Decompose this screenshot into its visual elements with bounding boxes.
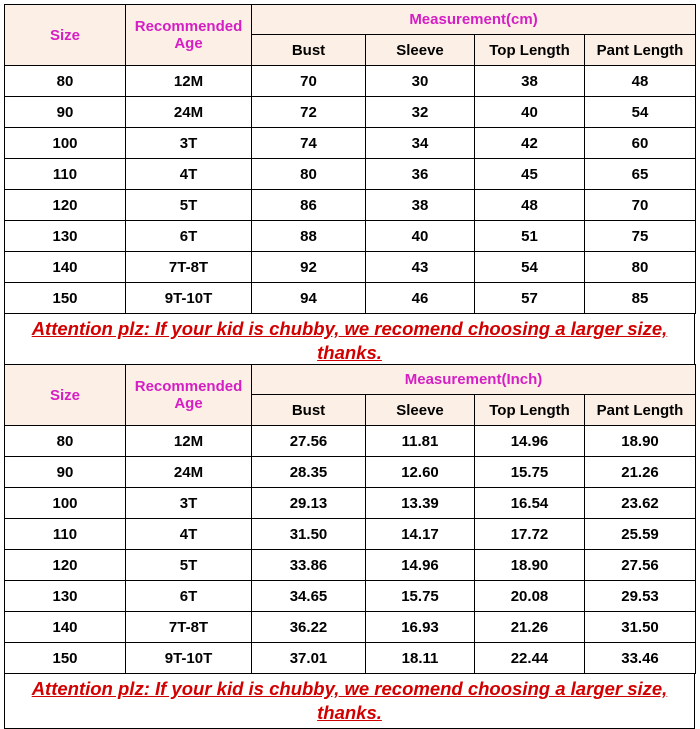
table-cell: 12M — [126, 66, 252, 97]
table-cell: 80 — [252, 159, 366, 190]
table-cell: 90 — [5, 457, 126, 488]
table-cell: 120 — [5, 190, 126, 221]
table-cell: 70 — [585, 190, 696, 221]
table-row — [5, 66, 696, 97]
table-row — [5, 159, 696, 190]
table-row — [5, 283, 696, 314]
table-row — [5, 643, 696, 674]
table-cell: 86 — [252, 190, 366, 221]
table-cell: 48 — [585, 66, 696, 97]
attention-notice: Attention plz: If your kid is chubby, we recomend choosing a larger size, thanks. — [4, 674, 695, 729]
table-cell: 33.46 — [585, 643, 696, 674]
table-cell: 3T — [126, 488, 252, 519]
table-row — [5, 457, 696, 488]
table-cell: 21.26 — [475, 612, 585, 643]
table-cell: 90 — [5, 97, 126, 128]
column-header: Bust — [252, 395, 366, 426]
table-cell: 12.60 — [366, 457, 475, 488]
table-cell: 20.08 — [475, 581, 585, 612]
table-cell: 65 — [585, 159, 696, 190]
size-chart-inch — [4, 364, 695, 729]
table-cell: 29.53 — [585, 581, 696, 612]
table-cell: 38 — [366, 190, 475, 221]
table-row — [5, 488, 696, 519]
table-cell: 22.44 — [475, 643, 585, 674]
table-cell: 36.22 — [252, 612, 366, 643]
table-cell: 120 — [5, 550, 126, 581]
table-cell: 12M — [126, 426, 252, 457]
table-cell: 34 — [366, 128, 475, 159]
size-header: Size — [5, 365, 126, 426]
table-row — [5, 612, 696, 643]
table-cell: 31.50 — [585, 612, 696, 643]
table-cell: 15.75 — [475, 457, 585, 488]
table-cell: 5T — [126, 190, 252, 221]
table-cell: 7T-8T — [126, 252, 252, 283]
table-cell: 100 — [5, 128, 126, 159]
table-cell: 18.90 — [475, 550, 585, 581]
column-header: Top Length — [475, 395, 585, 426]
table-row — [5, 128, 696, 159]
table-cell: 130 — [5, 581, 126, 612]
table-cell: 13.39 — [366, 488, 475, 519]
attention-notice: Attention plz: If your kid is chubby, we recomend choosing a larger size, thanks. — [4, 314, 695, 369]
table-cell: 3T — [126, 128, 252, 159]
table-cell: 60 — [585, 128, 696, 159]
table-cell: 24M — [126, 457, 252, 488]
table-cell: 80 — [5, 66, 126, 97]
table-cell: 140 — [5, 252, 126, 283]
table-cell: 37.01 — [252, 643, 366, 674]
size-chart-cm — [4, 4, 695, 369]
size-header: Size — [5, 5, 126, 66]
table-cell: 80 — [585, 252, 696, 283]
table-cell: 17.72 — [475, 519, 585, 550]
table-cell: 18.90 — [585, 426, 696, 457]
table-cell: 5T — [126, 550, 252, 581]
table-cell: 54 — [475, 252, 585, 283]
table-cell: 16.54 — [475, 488, 585, 519]
table-cell: 21.26 — [585, 457, 696, 488]
table-cell: 140 — [5, 612, 126, 643]
table-cell: 57 — [475, 283, 585, 314]
table-cell: 48 — [475, 190, 585, 221]
table-cell: 88 — [252, 221, 366, 252]
size-table-cm — [4, 4, 696, 314]
table-row — [5, 252, 696, 283]
table-cell: 51 — [475, 221, 585, 252]
table-row — [5, 426, 696, 457]
table-cell: 34.65 — [252, 581, 366, 612]
table-cell: 85 — [585, 283, 696, 314]
table-cell: 7T-8T — [126, 612, 252, 643]
table-cell: 14.17 — [366, 519, 475, 550]
measurement-header: Measurement(cm) — [252, 5, 696, 35]
table-cell: 4T — [126, 159, 252, 190]
size-table-inch — [4, 364, 696, 674]
table-cell: 72 — [252, 97, 366, 128]
table-cell: 75 — [585, 221, 696, 252]
table-row — [5, 581, 696, 612]
column-header: Pant Length — [585, 395, 696, 426]
table-cell: 6T — [126, 581, 252, 612]
column-header: Pant Length — [585, 35, 696, 66]
table-cell: 94 — [252, 283, 366, 314]
column-header: Top Length — [475, 35, 585, 66]
table-cell: 24M — [126, 97, 252, 128]
table-cell: 43 — [366, 252, 475, 283]
table-cell: 40 — [475, 97, 585, 128]
table-cell: 80 — [5, 426, 126, 457]
table-cell: 45 — [475, 159, 585, 190]
table-row — [5, 190, 696, 221]
table-cell: 25.59 — [585, 519, 696, 550]
table-cell: 29.13 — [252, 488, 366, 519]
table-cell: 27.56 — [585, 550, 696, 581]
table-cell: 46 — [366, 283, 475, 314]
table-cell: 11.81 — [366, 426, 475, 457]
table-cell: 100 — [5, 488, 126, 519]
table-cell: 42 — [475, 128, 585, 159]
table-cell: 9T-10T — [126, 643, 252, 674]
table-cell: 36 — [366, 159, 475, 190]
table-cell: 40 — [366, 221, 475, 252]
table-cell: 70 — [252, 66, 366, 97]
table-row — [5, 550, 696, 581]
table-cell: 23.62 — [585, 488, 696, 519]
measurement-header: Measurement(Inch) — [252, 365, 696, 395]
recommended-age-header: Recommended Age — [126, 5, 252, 66]
table-cell: 14.96 — [366, 550, 475, 581]
column-header: Sleeve — [366, 35, 475, 66]
column-header: Bust — [252, 35, 366, 66]
table-cell: 150 — [5, 643, 126, 674]
table-cell: 4T — [126, 519, 252, 550]
recommended-age-header: Recommended Age — [126, 365, 252, 426]
table-cell: 16.93 — [366, 612, 475, 643]
table-cell: 74 — [252, 128, 366, 159]
table-cell: 15.75 — [366, 581, 475, 612]
table-cell: 38 — [475, 66, 585, 97]
table-cell: 32 — [366, 97, 475, 128]
table-cell: 28.35 — [252, 457, 366, 488]
table-cell: 9T-10T — [126, 283, 252, 314]
table-cell: 31.50 — [252, 519, 366, 550]
table-cell: 110 — [5, 519, 126, 550]
table-cell: 110 — [5, 159, 126, 190]
table-row — [5, 97, 696, 128]
table-cell: 14.96 — [475, 426, 585, 457]
table-row — [5, 519, 696, 550]
table-cell: 33.86 — [252, 550, 366, 581]
table-cell: 92 — [252, 252, 366, 283]
table-cell: 30 — [366, 66, 475, 97]
table-cell: 54 — [585, 97, 696, 128]
table-cell: 27.56 — [252, 426, 366, 457]
table-cell: 18.11 — [366, 643, 475, 674]
table-cell: 6T — [126, 221, 252, 252]
table-row — [5, 221, 696, 252]
table-cell: 130 — [5, 221, 126, 252]
table-cell: 150 — [5, 283, 126, 314]
column-header: Sleeve — [366, 395, 475, 426]
